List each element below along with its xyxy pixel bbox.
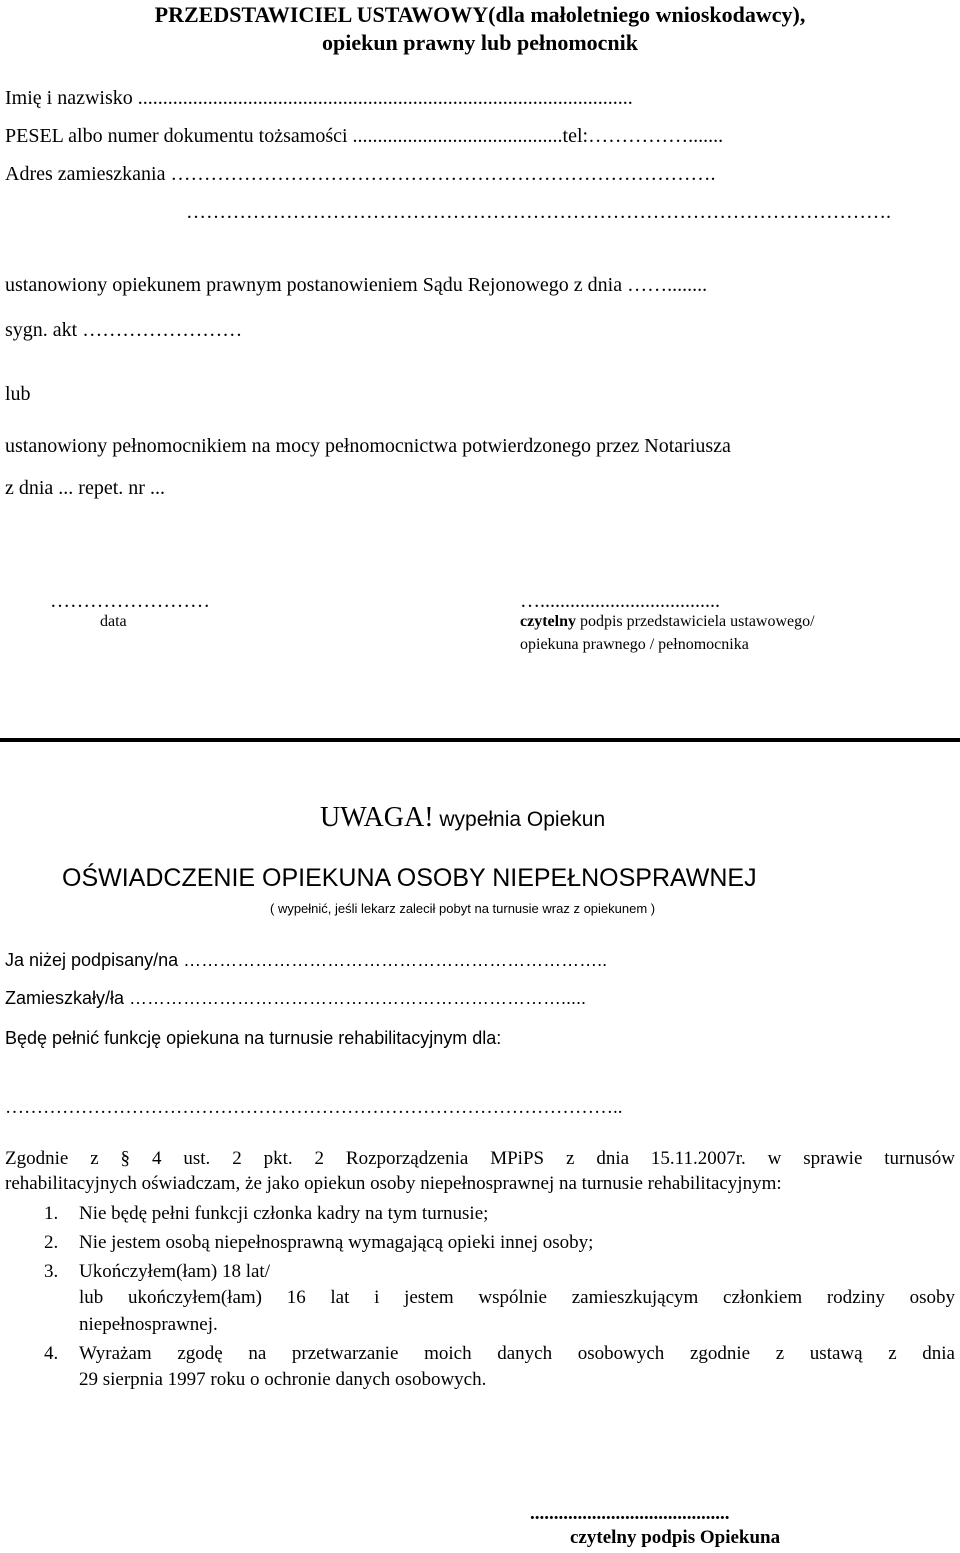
representative-signature-label-line2: opiekuna prawnego / pełnomocnika (520, 636, 749, 653)
list-item-text: Nie będę pełni funkcji członka kadry na tym turnusie; (79, 1203, 489, 1224)
section-divider (0, 738, 960, 742)
pesel-field-line: PESEL albo numer dokumentu tożsamości ..........................................tel:……………....... (5, 125, 724, 147)
list-item-text: Wyrażam zgodę na przetwarzanie moich danych osobowych zgodnie z ustawą z dnia (79, 1343, 955, 1364)
ward-name-dots: …………………………………………………………………………………….. (5, 1097, 623, 1118)
representative-title-line2: opiekun prawny lub pełnomocnik (321, 30, 639, 55)
or-label: lub (5, 383, 31, 405)
signature-label-rest: podpis przedstawiciela ustawowego/ (575, 613, 815, 630)
date-label: data (100, 613, 127, 630)
statement-title: OŚWIADCZENIE OPIEKUNA OSOBY NIEPEŁNOSPRAWNEJ (62, 864, 757, 892)
list-item-number: 2. (44, 1232, 59, 1253)
guardian-function-line: Będę pełnić funkcję opiekuna na turnusie rehabilitacyjnym dla: (5, 1028, 502, 1048)
undersigned-line: Ja niżej podpisany/na …………………………………………………………….. (5, 950, 608, 970)
notary-date-line: z dnia ... repet. nr ... (5, 477, 165, 499)
list-item-number: 4. (44, 1343, 59, 1364)
legal-basis-line2: rehabilitacyjnych oświadczam, że jako opiekun osoby niepełnosprawnej na turnusie rehabilitacyjnym: (5, 1173, 782, 1194)
address-field-line: Adres zamieszkania ………………………………………………………………………. (5, 163, 716, 185)
address-continuation-line: ……………………………………………………………………………………………. (186, 201, 891, 223)
guardian-court-line: ustanowiony opiekunem prawnym postanowieniem Sądu Rejonowego z dnia ……........ (5, 274, 708, 296)
representative-signature-label (520, 613, 815, 631)
list-item-number: 3. (44, 1261, 59, 1282)
list-item-text: Ukończyłem(łam) 18 lat/ (79, 1261, 270, 1282)
warning-bold: UWAGA! (320, 802, 434, 833)
date-dots: …………………… (50, 590, 210, 612)
warning-line (320, 802, 605, 834)
legal-basis-line1: Zgodnie z § 4 ust. 2 pkt. 2 Rozporządzenia MPiPS z dnia 15.11.2007r. w sprawie turnusów (5, 1148, 955, 1169)
name-field-line: Imię i nazwisko ................................................................................................... (5, 87, 633, 109)
list-item-text: lub ukończyłem(łam) 16 lat i jestem wspólnie zamieszkującym członkiem rodziny osoby (79, 1287, 955, 1308)
signature-dots: ….................................... (520, 590, 720, 612)
list-item-text: niepełnosprawnej. (79, 1314, 218, 1335)
representative-title-line1: PRZEDSTAWICIEL USTAWOWY(dla małoletniego wnioskodawcy), (154, 2, 806, 27)
resident-line: Zamieszkały/ła ………………………………………………………………..... (5, 988, 587, 1008)
guardian-signature-label: czytelny podpis Opiekuna (570, 1527, 781, 1548)
list-item-number: 1. (44, 1203, 59, 1224)
warning-rest: wypełnia Opiekun (433, 808, 606, 831)
signature-label-bold: czytelny (520, 613, 576, 630)
guardian-signature-dots: .......................................... (530, 1503, 730, 1524)
list-item-text: Nie jestem osobą niepełnosprawną wymagającą opieki innej osoby; (79, 1232, 594, 1253)
case-signature-line: sygn. akt …………………… (5, 319, 243, 341)
statement-subtitle: ( wypełnić, jeśli lekarz zalecił pobyt na turnusie wraz z opiekunem ) (270, 901, 656, 916)
list-item-text: 29 sierpnia 1997 roku o ochronie danych osobowych. (79, 1369, 487, 1390)
notary-line: ustanowiony pełnomocnikiem na mocy pełnomocnictwa potwierdzonego przez Notariusza (5, 435, 731, 457)
